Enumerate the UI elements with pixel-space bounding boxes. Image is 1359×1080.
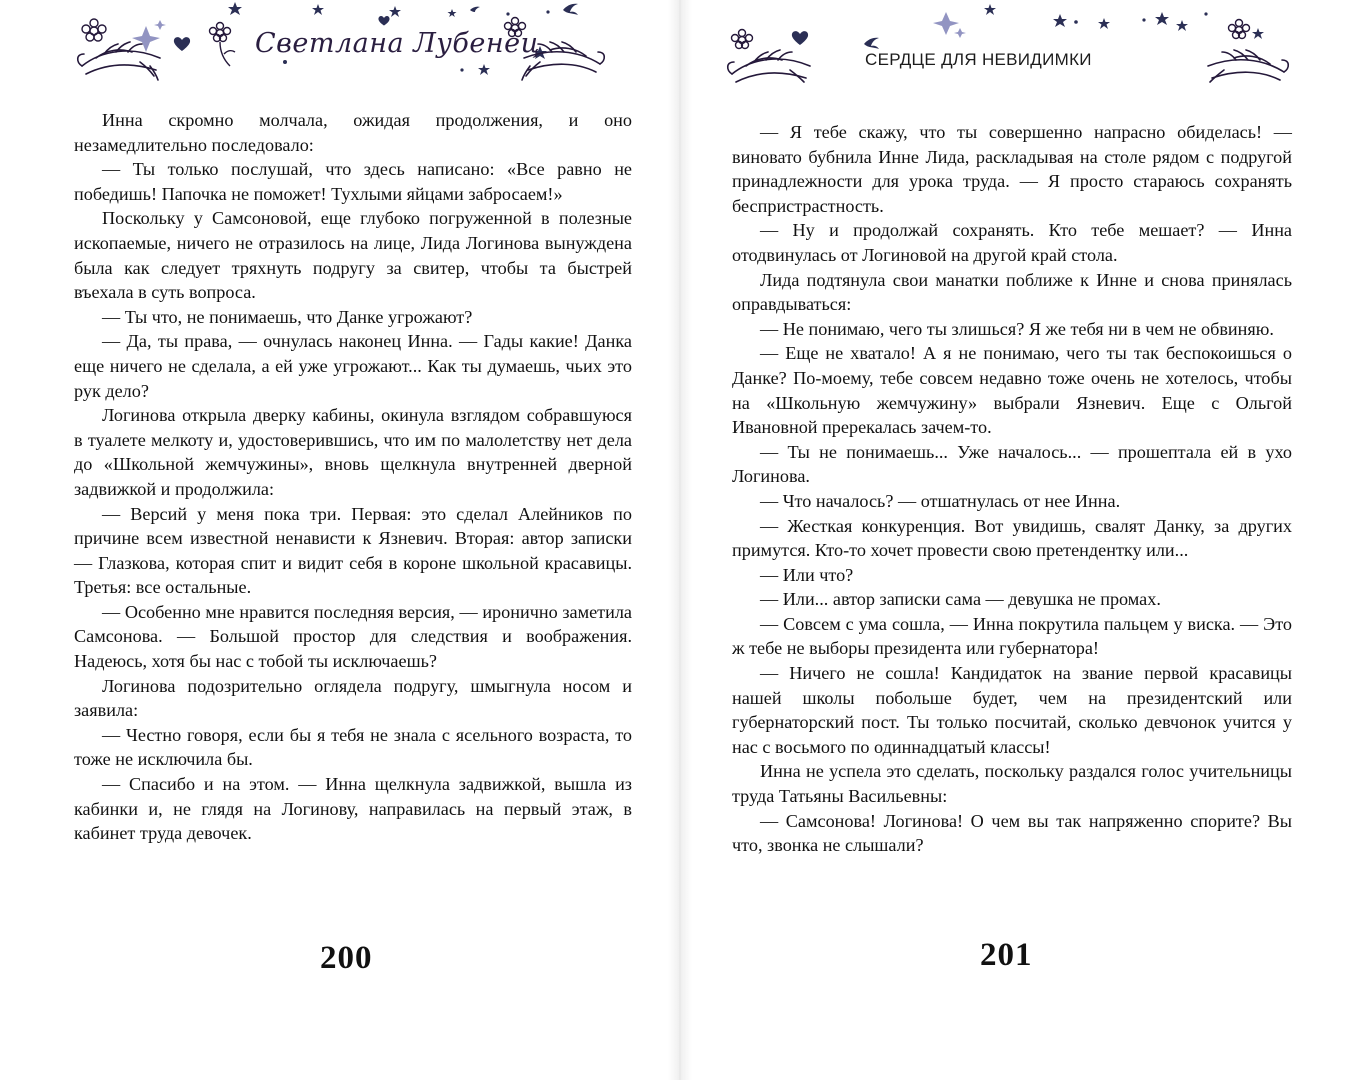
- bird-icon: [864, 38, 879, 49]
- star-icon: [389, 6, 401, 17]
- star-icon: [1053, 14, 1067, 27]
- star-icon: [546, 10, 549, 13]
- heart-icon: [792, 31, 808, 45]
- paragraph: Поскольку у Самсоновой, еще глубоко погруженной в полезные ископаемые, ничего не отразилось на лице, Лида Логинова вынуждена была как следует тряхнуть подругу за свитер, чтобы та быстрей въехала в суть вопроса.: [74, 208, 632, 303]
- right-page-text: [732, 120, 1292, 858]
- paragraph: — Ничего не сошла! Кандидаток на звание первой красавицы нашей школы побольше будет, чем на президентский или губернаторский пост. Ты только посчитай, сколько девчонок учится у нас с восьмого по одиннадцатый классы!: [732, 663, 1292, 757]
- right-header-ornament: [684, 0, 1359, 90]
- flower-icon: [82, 19, 106, 41]
- heart-icon: [174, 37, 190, 51]
- left-running-header: [0, 0, 676, 90]
- star-icon: [1204, 12, 1207, 15]
- page-number: 200: [320, 940, 373, 976]
- paragraph: — Самсонова! Логинова! О чем вы так напряженно спорите? Вы что, звонка не слышали?: [732, 810, 1292, 856]
- paragraph: — Жесткая конкуренция. Вот увидишь, свалят Данку, за других примутся. Кто-то хочет провести свою претендентку или...: [732, 515, 1292, 561]
- star-icon: [228, 2, 242, 15]
- paragraph: — Честно говоря, если бы я тебя не знала с ясельного возраста, то тоже не исключила бы.: [74, 724, 632, 770]
- sparkle-icon: [132, 20, 166, 52]
- star-icon: [506, 12, 509, 15]
- paragraph: Лида подтянула свои манатки поближе к Инне и снова принялась оправдываться:: [732, 269, 1292, 315]
- right-page: [684, 0, 1359, 1080]
- star-icon: [1098, 18, 1110, 29]
- star-icon: [312, 4, 324, 15]
- paragraph: — Что началось? — отшатнулась от нее Инна.: [760, 490, 1121, 511]
- paragraph: — Ты не понимаешь... Уже началось... — прошептала ей в ухо Логинова.: [732, 441, 1292, 487]
- flower-icon: [210, 23, 236, 67]
- flower-icon: [732, 30, 753, 49]
- paragraph: — Спасибо и на этом. — Инна щелкнула задвижкой, вышла из кабинки и, не глядя на Логинову, направилась на первый этаж, в кабинет труда девочек.: [74, 774, 632, 844]
- page-number: 201: [980, 937, 1033, 973]
- paragraph: — Еще не хватало! А я не понимаю, чего ты так беспокоишься о Данке? По-моему, тебе совсем недавно тоже очень не хотелось, чтобы на «Школьную жемчужину» выбрали Язневич. Еще с Ольгой Ивановной пререкалась зачем-то.: [732, 343, 1292, 438]
- author-name: Светлана Лубенец: [255, 28, 540, 59]
- feather-swirl-icon: [728, 50, 810, 82]
- left-page: [0, 0, 676, 1080]
- feather-swirl-icon: [1208, 50, 1288, 82]
- right-running-header: [684, 0, 1359, 90]
- bird-icon: [470, 7, 480, 12]
- star-icon: [984, 4, 996, 15]
- paragraph: — Особенно мне нравится последняя версия, — иронично заметила Самсонова. — Большой простор для следствия и воображения. Надеюсь, хотя бы нас с тобой ты исключаешь?: [74, 601, 632, 672]
- star-icon: [1176, 20, 1188, 31]
- paragraph: — Совсем с ума сошла, — Инна покрутила пальцем у виска. — Это ж тебе не выборы президента или губернатора!: [732, 613, 1292, 659]
- heart-icon: [378, 16, 389, 25]
- star-icon: [1142, 18, 1145, 21]
- star-icon: [478, 64, 490, 75]
- paragraph: — Или что?: [760, 564, 854, 585]
- paragraph: — Ну и продолжай сохранять. Кто тебе мешает? — Инна отодвинулась от Логиновой на другой край стола.: [732, 220, 1292, 265]
- flower-icon: [1229, 20, 1250, 39]
- paragraph: — Я тебе скажу, что ты совершенно напрасно обиделась! — виновато бубнила Инне Лида, раскладывая на столе рядом с подругой принадлежности для урока труда. — Я просто стараюсь сохранять беспристрастность.: [732, 122, 1292, 216]
- star-icon: [1252, 28, 1264, 39]
- paragraph: — Ты что, не понимаешь, что Данке угрожают?: [102, 306, 473, 327]
- sparkle-icon: [933, 12, 966, 38]
- bird-icon: [563, 4, 578, 15]
- paragraph: Логинова открыла дверку кабины, окинула взглядом собравшуюся в туалете мелкоту и, удостоверившись, что им по малолетству нет дела до «Школьной жемчужины», вновь щелкнула внутренней дверной задвижкой и продолжила:: [74, 405, 632, 499]
- star-icon: [283, 60, 287, 64]
- star-icon: [1155, 12, 1169, 25]
- star-icon: [1074, 20, 1078, 24]
- paragraph: — Да, ты права, — очнулась наконец Инна. — Гады какие! Данка еще ничего не сделала, а ей уже угрожают... Как ты думаешь, чьих это рук дело?: [74, 331, 632, 401]
- paragraph: — Или... автор записки сама — девушка не промах.: [760, 589, 1161, 610]
- star-icon: [448, 9, 457, 17]
- star-icon: [460, 68, 463, 71]
- paragraph: — Не понимаю, чего ты злишься? Я же тебя ни в чем не обвиняю.: [760, 318, 1274, 339]
- paragraph: — Ты только послушай, что здесь написано: «Все равно не победишь! Папочка не поможет! Тухлыми яйцами забросаем!»: [74, 159, 632, 204]
- book-title: СЕРДЦЕ ДЛЯ НЕВИДИМКИ: [865, 50, 1092, 69]
- paragraph: — Версий у меня пока три. Первая: это сделал Алейников по причине всем известной ненависти к Язневич. Вторая: автор записки — Глазкова, которая спит и видит себя в короне школьной красавицы. Третья: все остальные.: [74, 503, 632, 598]
- paragraph: Логинова подозрительно оглядела подругу, шмыгнула носом и заявила:: [74, 675, 632, 721]
- left-page-text: [74, 108, 632, 846]
- paragraph: Инна не успела это сделать, поскольку раздался голос учительницы труда Татьяны Васильевны:: [732, 761, 1292, 807]
- paragraph: Инна скромно молчала, ожидая продолжения, и оно незамедлительно последовало:: [74, 110, 632, 155]
